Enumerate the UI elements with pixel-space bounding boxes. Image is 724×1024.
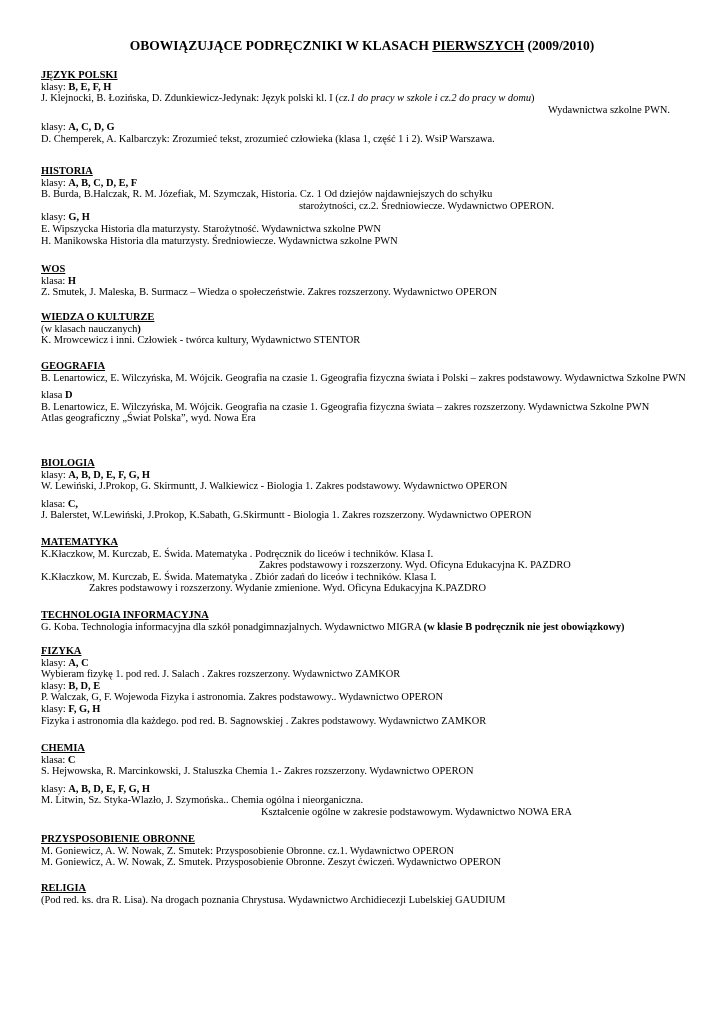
class-list bbox=[41, 755, 691, 767]
book-entry bbox=[41, 622, 691, 634]
book-entry-continuation: starożytności, cz.2. Średniowiecze. Wydawnictwo OPERON. bbox=[299, 200, 555, 212]
title-post: (2009/2010) bbox=[524, 38, 595, 53]
class-list bbox=[41, 784, 691, 796]
section-fizyka bbox=[41, 646, 691, 727]
book-text: G. Koba. Technologia informacyjna dla szkół ponadgimnazjalnych. Wydawnictwo MIGRA bbox=[41, 621, 424, 633]
class-list bbox=[41, 704, 691, 716]
section-heading: FIZYKA bbox=[41, 646, 82, 657]
section-geografia bbox=[41, 361, 691, 425]
section-heading: RELIGIA bbox=[41, 883, 87, 894]
class-label: klasy: bbox=[41, 703, 69, 715]
class-list bbox=[41, 658, 691, 670]
class-list bbox=[41, 681, 691, 693]
book-entry bbox=[41, 93, 691, 105]
class-list bbox=[41, 122, 691, 134]
class-names: A, B, C, D, E, F bbox=[68, 177, 138, 189]
book-entry: M. Litwin, Sz. Styka-Wlazło, J. Szymońska.. Chemia ogólna i nieorganiczna. bbox=[41, 795, 364, 807]
title-pre: OBOWIĄZUJĄCE PODRĘCZNIKI W KLASACH bbox=[129, 38, 433, 53]
note bbox=[41, 324, 691, 336]
class-list bbox=[41, 178, 691, 190]
class-list bbox=[41, 212, 691, 224]
section-przysposobienie-obronne bbox=[41, 834, 691, 869]
class-label: klasy: bbox=[41, 212, 69, 224]
book-entry: D. Chemperek, A. Kalbarczyk: Zrozumieć tekst, zrozumieć człowieka (klasa 1, część 1 i 2). WsiP Warszawa. bbox=[41, 133, 495, 145]
book-entry: M. Goniewicz, A. W. Nowak, Z. Smutek. Przysposobienie Obronne. Zeszyt ćwiczeń. Wydawnictwo OPERON bbox=[41, 857, 502, 869]
book-text-italic: cz.1 do pracy w szkole i cz.2 do pracy w domu bbox=[338, 93, 532, 105]
title-underlined: PIERWSZYCH bbox=[432, 38, 525, 53]
book-entry: M. Goniewicz, A. W. Nowak, Z. Smutek: Przysposobienie Obronne. cz.1. Wydawnictwo OPERON bbox=[41, 845, 455, 857]
class-names: F, G, H bbox=[68, 703, 101, 715]
book-entry: Fizyka i astronomia dla każdego. pod red. B. Sagnowskiej . Zakres podstawowy. Wydawnictwo ZAMKOR bbox=[41, 715, 487, 727]
book-entry: K.Kłaczkow, M. Kurczab, E. Świda. Matematyka . Podręcznik do liceów i techników. Klasa I. bbox=[41, 548, 434, 560]
section-heading: JĘZYK POLSKI bbox=[41, 70, 118, 81]
class-label: klasy: bbox=[41, 469, 69, 481]
class-names: C, bbox=[67, 498, 78, 510]
book-entry: K. Mrowcewicz i inni. Człowiek - twórca kultury, Wydawnictwo STENTOR bbox=[41, 335, 361, 347]
section-technologia-informacyjna bbox=[41, 610, 691, 633]
section-religia bbox=[41, 883, 691, 906]
class-list bbox=[41, 82, 691, 94]
book-entry-continuation: Zakres podstawowy i rozszerzony. Wydanie zmienione. Wyd. Oficyna Edukacyjna K.PAZDRO bbox=[89, 583, 486, 595]
book-entry: W. Lewiński, J.Prokop, G. Skirmuntt, J. Walkiewicz - Biologia 1. Zakres podstawowy. Wydawnictwo OPERON bbox=[41, 481, 508, 493]
class-names: G, H bbox=[68, 212, 90, 224]
section-heading: PRZYSPOSOBIENIE OBRONNE bbox=[41, 834, 195, 845]
section-heading: TECHNOLOGIA INFORMACYJNA bbox=[41, 610, 209, 621]
class-names: H bbox=[67, 275, 76, 287]
section-biologia bbox=[41, 458, 691, 522]
document-title bbox=[0, 38, 724, 54]
book-entry: K.Kłaczkow, M. Kurczab, E. Świda. Matematyka . Zbiór zadań do liceów i techników. Klasa I. bbox=[41, 571, 437, 583]
book-entry: Atlas geograficzny „Świat Polska”, wyd. Nowa Era bbox=[41, 413, 256, 425]
section-heading: HISTORIA bbox=[41, 166, 93, 177]
book-text: J. Klejnocki, B. Łozińska, D. Zdunkiewicz-Jedynak: Język polski kl. I ( bbox=[41, 93, 339, 105]
section-heading: WIEDZA O KULTURZE bbox=[41, 312, 155, 323]
class-names: D bbox=[64, 390, 73, 402]
book-entry: Z. Smutek, J. Maleska, B. Surmacz – Wiedza o społeczeństwie. Zakres rozszerzony. Wydawnictwo OPERON bbox=[41, 287, 498, 299]
class-list bbox=[41, 276, 691, 288]
book-entry: E. Wipszycka Historia dla maturzysty. Starożytność. Wydawnictwa szkolne PWN bbox=[41, 223, 381, 235]
class-names: A, B, D, E, F, G, H bbox=[68, 783, 151, 795]
class-label: klasa: bbox=[41, 754, 68, 766]
class-names: C bbox=[67, 754, 76, 766]
class-label: klasy: bbox=[41, 680, 69, 692]
class-label: klasa: bbox=[41, 275, 68, 287]
note-text: ) bbox=[137, 323, 141, 335]
section-chemia bbox=[41, 743, 691, 819]
section-heading: GEOGRAFIA bbox=[41, 361, 106, 372]
section-heading: CHEMIA bbox=[41, 743, 85, 754]
class-names: A, C, D, G bbox=[68, 122, 115, 134]
publisher-line: Wydawnictwa szkolne PWN. bbox=[547, 104, 670, 116]
book-entry: B. Lenartowicz, E. Wilczyńska, M. Wójcik. Geografia na czasie 1. Ggeografia fizyczna świata i Polski – zakres podstawowy. Wydawnictwa Szkolne PWN bbox=[41, 372, 686, 384]
section-matematyka bbox=[41, 537, 691, 595]
class-label: klasa bbox=[41, 390, 65, 402]
book-entry: S. Hejwowska, R. Marcinkowski, J. Staluszka Chemia 1.- Zakres rozszerzony. Wydawnictwo OPERON bbox=[41, 766, 474, 778]
section-wos bbox=[41, 264, 691, 299]
class-label: klasy: bbox=[41, 783, 69, 795]
class-names: B, D, E bbox=[68, 680, 101, 692]
section-heading: MATEMATYKA bbox=[41, 537, 118, 548]
book-entry: (Pod red. ks. dra R. Lisa). Na drogach poznania Chrystusa. Wydawnictwo Archidiecezji Lubelskiej GAUDIUM bbox=[41, 894, 506, 906]
book-entry: B. Burda, B.Halczak, R. M. Józefiak, M. Szymczak, Historia. Cz. 1 Od dziejów najdawniejszych do schyłku bbox=[41, 189, 493, 201]
book-entry: J. Balerstet, W.Lewiński, J.Prokop, K.Sabath, G.Skirmuntt - Biologia 1. Zakres rozszerzony. Wydawnictwo OPERON bbox=[41, 510, 532, 522]
class-label: klasy: bbox=[41, 177, 69, 189]
section-historia bbox=[41, 166, 691, 247]
class-label: klasy: bbox=[41, 657, 69, 669]
book-entry-continuation: Kształcenie ogólne w zakresie podstawowym. Wydawnictwo NOWA ERA bbox=[261, 806, 572, 818]
book-text: ) bbox=[531, 93, 535, 105]
book-entry: B. Lenartowicz, E. Wilczyńska, M. Wójcik. Geografia na czasie 1. Ggeografia fizyczna świata – zakres rozszerzony. Wydawnictwa Szkolne PWN bbox=[41, 401, 650, 413]
book-entry: H. Manikowska Historia dla maturzysty. Średniowiecze. Wydawnictwa szkolne PWN bbox=[41, 235, 398, 247]
book-entry-continuation: Zakres podstawowy i rozszerzony. Wyd. Oficyna Edukacyjna K. PAZDRO bbox=[259, 560, 571, 572]
class-label: klasy: bbox=[41, 122, 69, 134]
book-entry: Wybieram fizykę 1. pod red. J. Salach . Zakres rozszerzony. Wydawnictwo ZAMKOR bbox=[41, 669, 401, 681]
book-entry: P. Walczak, G, F. Wojewoda Fizyka i astronomia. Zakres podstawowy.. Wydawnictwo OPERON bbox=[41, 692, 443, 704]
class-list bbox=[41, 470, 691, 482]
section-heading: BIOLOGIA bbox=[41, 458, 95, 469]
book-note-bold: (w klasie B podręcznik nie jest obowiązkowy) bbox=[423, 621, 625, 633]
note-text: (w klasach nauczanych bbox=[41, 323, 138, 335]
class-names: A, B, D, E, F, G, H bbox=[68, 469, 151, 481]
section-wiedza-o-kulturze bbox=[41, 312, 691, 347]
class-list bbox=[41, 390, 691, 402]
class-label: klasa: bbox=[41, 498, 68, 510]
section-heading: WOS bbox=[41, 264, 66, 275]
class-names: A, C bbox=[68, 657, 89, 669]
section-jezyk-polski bbox=[41, 70, 691, 146]
class-label: klasy: bbox=[41, 81, 69, 93]
class-names: B, E, F, H bbox=[68, 81, 112, 93]
class-list bbox=[41, 499, 691, 511]
